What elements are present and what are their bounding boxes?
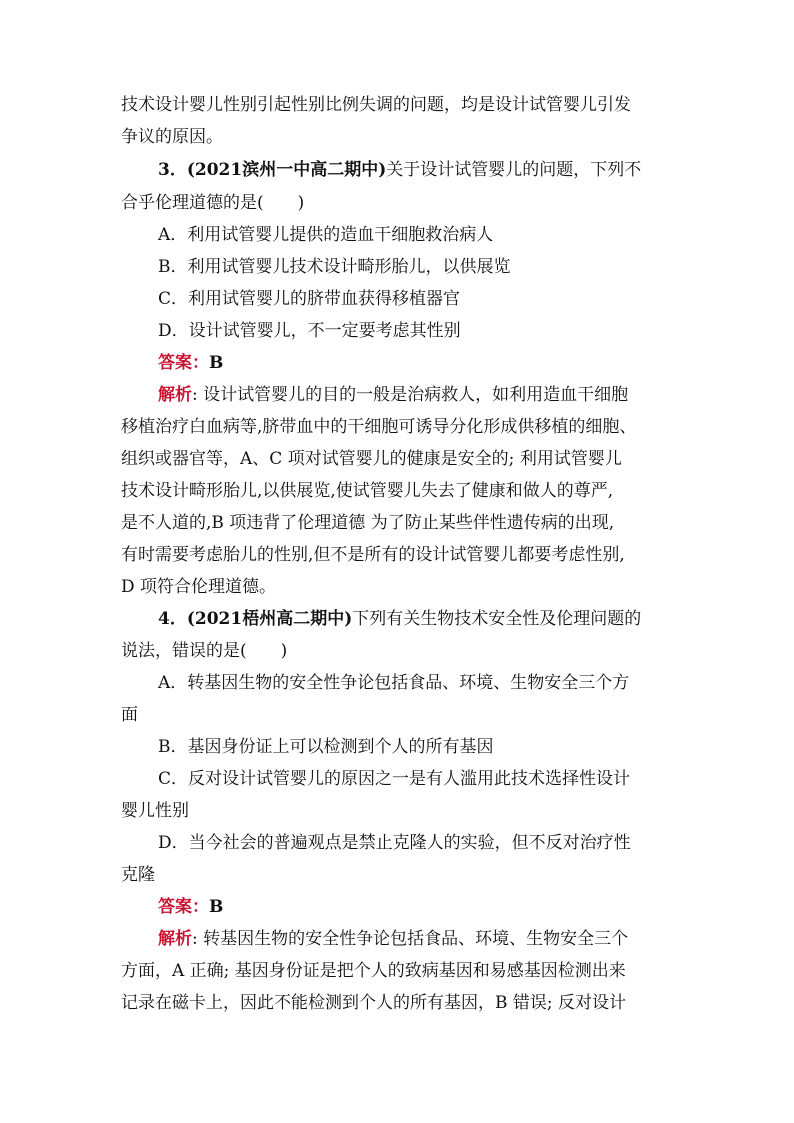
answer-line xyxy=(158,352,223,374)
option-a: A．转基因生物的安全性争论包括食品、环境、生物安全三个方 xyxy=(158,673,630,693)
option-d: D．当今社会的普遍观点是禁止克隆人的实验，但不反对治疗性 xyxy=(158,833,631,853)
answer-label: 答案： xyxy=(158,353,209,373)
analysis-text: 组织或器官等，A、C 项对试管婴儿的健康是安全的; 利用试管婴儿 xyxy=(121,449,622,469)
analysis-text: 方面，A 正确; 基因身份证是把个人的致病基因和易感基因检测出来 xyxy=(121,961,626,981)
question-source: (2021滨州一中高二期中) xyxy=(186,160,387,180)
option-c: C．反对设计试管婴儿的原因之一是有人滥用此技术选择性设计 xyxy=(158,769,631,789)
question-text: 合乎伦理道德的是( ) xyxy=(121,193,305,213)
analysis-text: 技术设计畸形胎儿,以供展览,使试管婴儿失去了健康和做人的尊严, xyxy=(121,481,614,501)
analysis-text: 记录在磁卡上，因此不能检测到个人的所有基因，B 错误; 反对设计 xyxy=(121,993,627,1013)
option-c-cont: 婴儿性别 xyxy=(121,801,189,821)
question-3-stem xyxy=(158,159,641,181)
question-text: 关于设计试管婴儿的问题，下列不 xyxy=(386,160,642,180)
option-d: D．设计试管婴儿，不一定要考虑其性别 xyxy=(158,321,461,341)
question-4-stem xyxy=(158,608,641,630)
analysis-text: D 项符合伦理道德。 xyxy=(121,577,277,597)
text-line: 争议的原因。 xyxy=(121,127,223,147)
answer-value: B xyxy=(209,353,224,373)
analysis-text: : 转基因生物的安全性争论包括食品、环境、生物安全三个 xyxy=(192,929,629,949)
analysis-label: 解析 xyxy=(158,929,192,949)
question-number: 3． xyxy=(158,160,187,180)
question-source: (2021梧州高二期中) xyxy=(186,609,353,629)
analysis-line xyxy=(158,928,628,950)
analysis-text: 有时需要考虑胎儿的性别,但不是所有的设计试管婴儿都要考虑性别, xyxy=(121,545,625,565)
option-c: C．利用试管婴儿的脐带血获得移植器官 xyxy=(158,289,461,309)
option-a: A．利用试管婴儿提供的造血干细胞救治病人 xyxy=(158,225,494,245)
option-b: B．基因身份证上可以检测到个人的所有基因 xyxy=(158,737,494,757)
option-d-cont: 克隆 xyxy=(121,865,155,885)
analysis-line xyxy=(158,384,628,406)
question-text: 说法，错误的是( ) xyxy=(121,641,288,661)
text-line: 技术设计婴儿性别引起性别比例失调的问题，均是设计试管婴儿引发 xyxy=(121,95,631,115)
analysis-text: 是不人道的,B 项违背了伦理道德 为了防止某些伴性遗传病的出现, xyxy=(121,513,615,533)
option-a-cont: 面 xyxy=(121,705,138,725)
option-b: B．利用试管婴儿技术设计畸形胎儿，以供展览 xyxy=(158,257,511,277)
answer-label: 答案： xyxy=(158,897,209,917)
answer-value: B xyxy=(209,897,224,917)
question-text: 下列有关生物技术安全性及伦理问题的 xyxy=(352,609,642,629)
answer-line xyxy=(158,896,223,918)
analysis-text: : 设计试管婴儿的目的一般是治病救人，如利用造血干细胞 xyxy=(192,385,629,405)
analysis-text: 移植治疗白血病等,脐带血中的干细胞可诱导分化形成供移植的细胞、 xyxy=(121,417,637,437)
question-number: 4． xyxy=(158,609,187,629)
analysis-label: 解析 xyxy=(158,385,192,405)
